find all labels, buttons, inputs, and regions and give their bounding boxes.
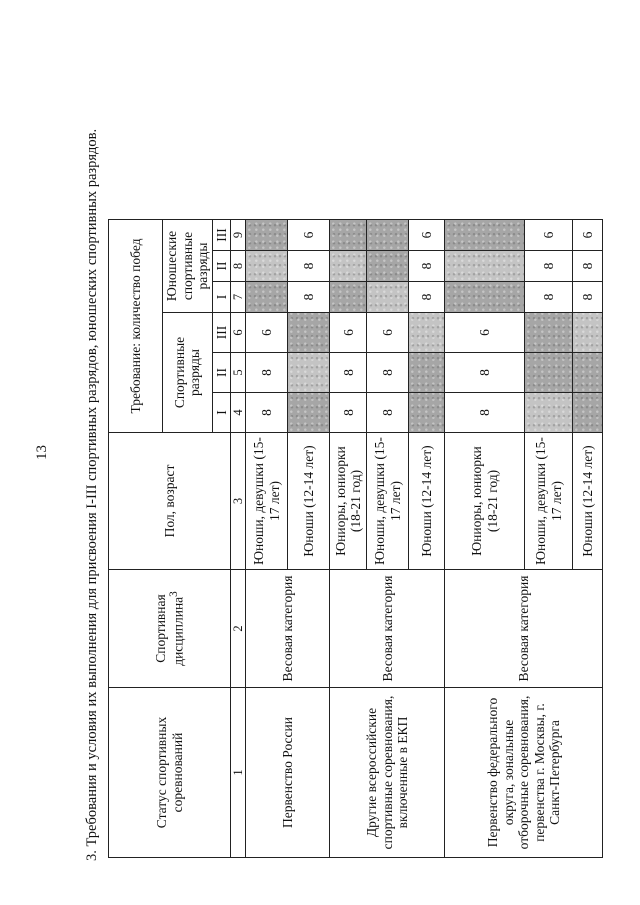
header-yrank-II: II — [212, 251, 231, 282]
status-cell: Другие всероссийские спортивные соревнования, включенные в ЕКП — [330, 688, 445, 858]
header-discipline-label: Спортивная дисциплина — [152, 594, 186, 666]
header-rank-I: I — [212, 393, 231, 433]
status-cell: Первенство федерального округа, зональные отборочные соревнования, первенства г. Москвы, г. Санкт-Петербурга — [445, 688, 603, 858]
shaded-cell — [330, 220, 367, 251]
win-count-cell: 6 — [445, 313, 525, 353]
column-number: 3 — [231, 433, 246, 570]
sex-age-cell: Юноши (12-14 лет) — [288, 433, 330, 570]
shaded-cell — [330, 282, 367, 313]
shaded-cell — [246, 282, 288, 313]
shaded-cell — [573, 393, 603, 433]
win-count-cell: 6 — [525, 220, 573, 251]
win-count-cell: 8 — [330, 393, 367, 433]
win-count-cell: 8 — [409, 282, 445, 313]
sex-age-cell: Юниоры, юниорки (18-21 год) — [445, 433, 525, 570]
shaded-cell — [445, 220, 525, 251]
header-yrank-I: I — [212, 282, 231, 313]
header-rank-III: III — [212, 313, 231, 353]
shaded-cell — [445, 282, 525, 313]
status-cell: Первенство России — [246, 688, 330, 858]
header-youth-ranks: Юношеские спортивные разряды — [163, 220, 213, 313]
win-count-cell: 8 — [573, 282, 603, 313]
sex-age-cell: Юноши, девушки (15-17 лет) — [246, 433, 288, 570]
shaded-cell — [367, 220, 409, 251]
win-count-cell: 8 — [288, 282, 330, 313]
shaded-cell — [445, 251, 525, 282]
discipline-cell: Весовая категория — [330, 570, 445, 688]
column-number: 6 — [231, 313, 246, 353]
shaded-cell — [409, 393, 445, 433]
win-count-cell: 6 — [246, 313, 288, 353]
shaded-cell — [367, 282, 409, 313]
win-count-cell: 8 — [367, 353, 409, 393]
sex-age-cell: Юноши (12-14 лет) — [573, 433, 603, 570]
header-sport-ranks: Спортивные разряды — [163, 313, 213, 433]
sex-age-cell: Юниоры, юниорки (18-21 год) — [330, 433, 367, 570]
shaded-cell — [573, 353, 603, 393]
win-count-cell: 8 — [445, 393, 525, 433]
win-count-cell: 8 — [409, 251, 445, 282]
page-number: 13 — [34, 445, 50, 460]
sex-age-cell: Юноши, девушки (15-17 лет) — [367, 433, 409, 570]
requirements-table — [108, 219, 603, 858]
table-row — [445, 220, 525, 858]
shaded-cell — [367, 251, 409, 282]
shaded-cell — [525, 393, 573, 433]
win-count-cell: 8 — [246, 393, 288, 433]
shaded-cell — [330, 251, 367, 282]
win-count-cell: 6 — [330, 313, 367, 353]
header-rank-II: II — [212, 353, 231, 393]
shaded-cell — [525, 313, 573, 353]
win-count-cell: 8 — [525, 282, 573, 313]
column-number: 9 — [231, 220, 246, 251]
win-count-cell: 8 — [445, 353, 525, 393]
column-number: 4 — [231, 393, 246, 433]
shaded-cell — [246, 251, 288, 282]
section-title: 3. Требования и условия их выполнения для присвоения I-III спортивных разрядов, юношеских спортивных разрядов. — [84, 128, 100, 861]
win-count-cell: 6 — [288, 220, 330, 251]
footnote-mark: 3 — [168, 591, 181, 597]
sex-age-cell: Юноши (12-14 лет) — [409, 433, 445, 570]
header-yrank-III: III — [212, 220, 231, 251]
header-sex-age: Пол, возраст — [109, 433, 231, 570]
column-number: 2 — [231, 570, 246, 688]
header-discipline — [109, 570, 231, 688]
win-count-cell: 8 — [573, 251, 603, 282]
table-row — [330, 220, 367, 858]
column-number: 8 — [231, 251, 246, 282]
win-count-cell: 8 — [525, 251, 573, 282]
win-count-cell: 6 — [573, 220, 603, 251]
sex-age-cell: Юноши, девушки (15-17 лет) — [525, 433, 573, 570]
header-requirement: Требование: количество побед — [109, 220, 163, 433]
shaded-cell — [246, 220, 288, 251]
shaded-cell — [573, 313, 603, 353]
header-status: Статус спортивных соревнований — [109, 688, 231, 858]
shaded-cell — [409, 353, 445, 393]
column-number: 7 — [231, 282, 246, 313]
shaded-cell — [288, 353, 330, 393]
column-number: 5 — [231, 353, 246, 393]
shaded-cell — [525, 353, 573, 393]
shaded-cell — [288, 393, 330, 433]
discipline-cell: Весовая категория — [246, 570, 330, 688]
shaded-cell — [288, 313, 330, 353]
discipline-cell: Весовая категория — [445, 570, 603, 688]
column-number: 1 — [231, 688, 246, 858]
shaded-cell — [409, 313, 445, 353]
win-count-cell: 8 — [367, 393, 409, 433]
win-count-cell: 8 — [246, 353, 288, 393]
win-count-cell: 6 — [367, 313, 409, 353]
win-count-cell: 6 — [409, 220, 445, 251]
win-count-cell: 8 — [288, 251, 330, 282]
table-row — [246, 220, 288, 858]
win-count-cell: 8 — [330, 353, 367, 393]
